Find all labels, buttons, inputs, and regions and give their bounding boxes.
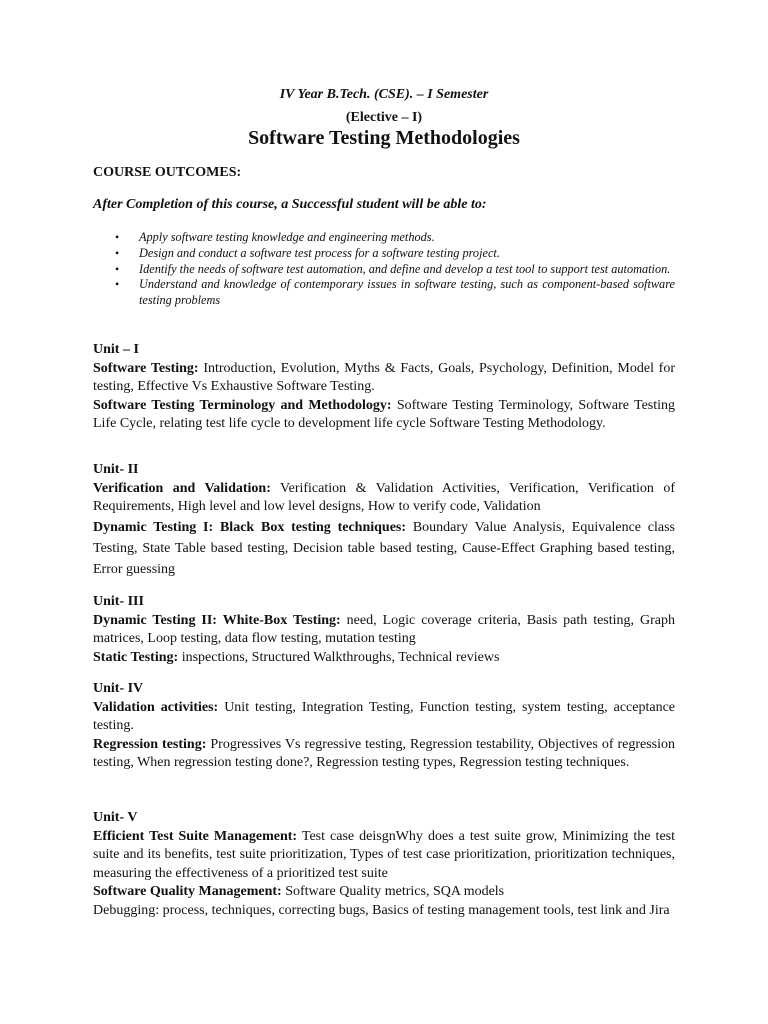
- course-outcomes-heading: COURSE OUTCOMES:: [93, 165, 242, 180]
- topic-heading: Regression testing:: [93, 736, 207, 752]
- unit-5: [93, 809, 675, 921]
- bullet-icon: •: [115, 245, 120, 260]
- bullet-icon: •: [115, 277, 120, 292]
- unit-paragraph: [93, 736, 675, 773]
- unit-paragraph: [93, 360, 675, 397]
- unit-3: [93, 593, 675, 667]
- unit-title: Unit- II: [93, 462, 139, 477]
- topic-text: Test case deisgnWhy does a test suite grow, Minimizing the test suite and its benefits, test suite prioritization, Types of test case prioritization, prioritization techniques, measuring the effectiveness of a prioritized test suite: [93, 828, 675, 881]
- unit-paragraph: [93, 883, 675, 902]
- unit-2: [93, 461, 675, 580]
- topic-text: Verification & Validation Activities, Verification, Verification of Requirements, High level and low level designs, How to verify code, Validation: [93, 480, 675, 515]
- outcome-item: [93, 230, 675, 246]
- unit-title: Unit- IV: [93, 681, 144, 696]
- topic-heading: Dynamic Testing II: White-Box Testing:: [93, 612, 341, 628]
- topic-heading: Software Testing:: [93, 360, 199, 376]
- topic-heading: Verification and Validation:: [93, 480, 271, 496]
- semester-line: IV Year B.Tech. (CSE). – I Semester: [279, 87, 489, 102]
- topic-text: Software Quality metrics, SQA models: [281, 884, 505, 900]
- topic-text: Debugging: process, techniques, correcting bugs, Basics of testing management tools, test link and Jira: [93, 902, 670, 918]
- topic-text: Introduction, Evolution, Myths & Facts, Goals, Psychology, Definition, Model for testing, Effective Vs Exhaustive Software Testing.: [93, 360, 676, 395]
- topic-heading: Static Testing:: [93, 649, 179, 665]
- unit-paragraph: [93, 612, 675, 649]
- elective-line: (Elective – I): [345, 110, 423, 125]
- outcome-text: Apply software testing knowledge and engineering methods.: [139, 230, 435, 244]
- unit-title: Unit- III: [93, 594, 144, 609]
- outcome-text: Design and conduct a software test process for a software testing project.: [139, 245, 500, 260]
- unit-paragraph: [93, 902, 675, 921]
- unit-paragraph: [93, 649, 675, 668]
- topic-heading: Validation activities:: [93, 699, 219, 715]
- topic-heading: Software Quality Management:: [93, 884, 282, 900]
- unit-title: Unit – I: [93, 342, 139, 357]
- bullet-icon: •: [115, 230, 120, 244]
- topic-heading: Dynamic Testing I: Black Box testing techniques:: [93, 519, 407, 535]
- outcome-item: [93, 262, 675, 278]
- unit-4: [93, 680, 675, 773]
- page-title: Software Testing Methodologies: [248, 127, 520, 149]
- unit-paragraph: [93, 397, 675, 434]
- unit-paragraph: [93, 517, 675, 580]
- outcome-item: [93, 277, 675, 309]
- course-outcomes-list: [93, 230, 675, 309]
- topic-text: Software Testing Terminology, Software Testing Life Cycle, relating test life cycle to development life cycle Software Testing Methodology.: [93, 397, 676, 432]
- topic-text: Progressives Vs regressive testing, Regression testability, Objectives of regression testing, When regression testing done?, Regression testing types, Regression testing techniques.: [93, 736, 675, 771]
- unit-paragraph: [93, 699, 675, 736]
- topic-text: inspections, Structured Walkthroughs, Technical reviews: [178, 649, 500, 665]
- topic-heading: Software Testing Terminology and Methodology:: [93, 397, 392, 413]
- unit-paragraph: [93, 828, 675, 884]
- topic-text: Unit testing, Integration Testing, Function testing, system testing, acceptance testing.: [93, 699, 676, 734]
- topic-heading: Efficient Test Suite Management:: [93, 828, 298, 844]
- topic-text: need, Logic coverage criteria, Basis path testing, Graph matrices, Loop testing, data flow testing, mutation testing: [93, 612, 675, 647]
- unit-title: Unit- V: [93, 810, 138, 825]
- topic-text: Boundary Value Analysis, Equivalence class Testing, State Table based testing, Decision table based testing, Cause-Effect Graphing based testing, Error guessing: [93, 519, 676, 577]
- unit-paragraph: [93, 480, 675, 517]
- outcome-text: Identify the needs of software test automation, and define and develop a test tool to support test automation.: [139, 261, 671, 276]
- course-outcomes-intro: After Completion of this course, a Successful student will be able to:: [93, 197, 487, 212]
- unit-1: [93, 341, 675, 434]
- outcome-text: Understand and knowledge of contemporary issues in software testing, such as component-based software testing problems: [139, 277, 675, 308]
- outcome-item: [93, 246, 675, 262]
- bullet-icon: •: [115, 261, 120, 276]
